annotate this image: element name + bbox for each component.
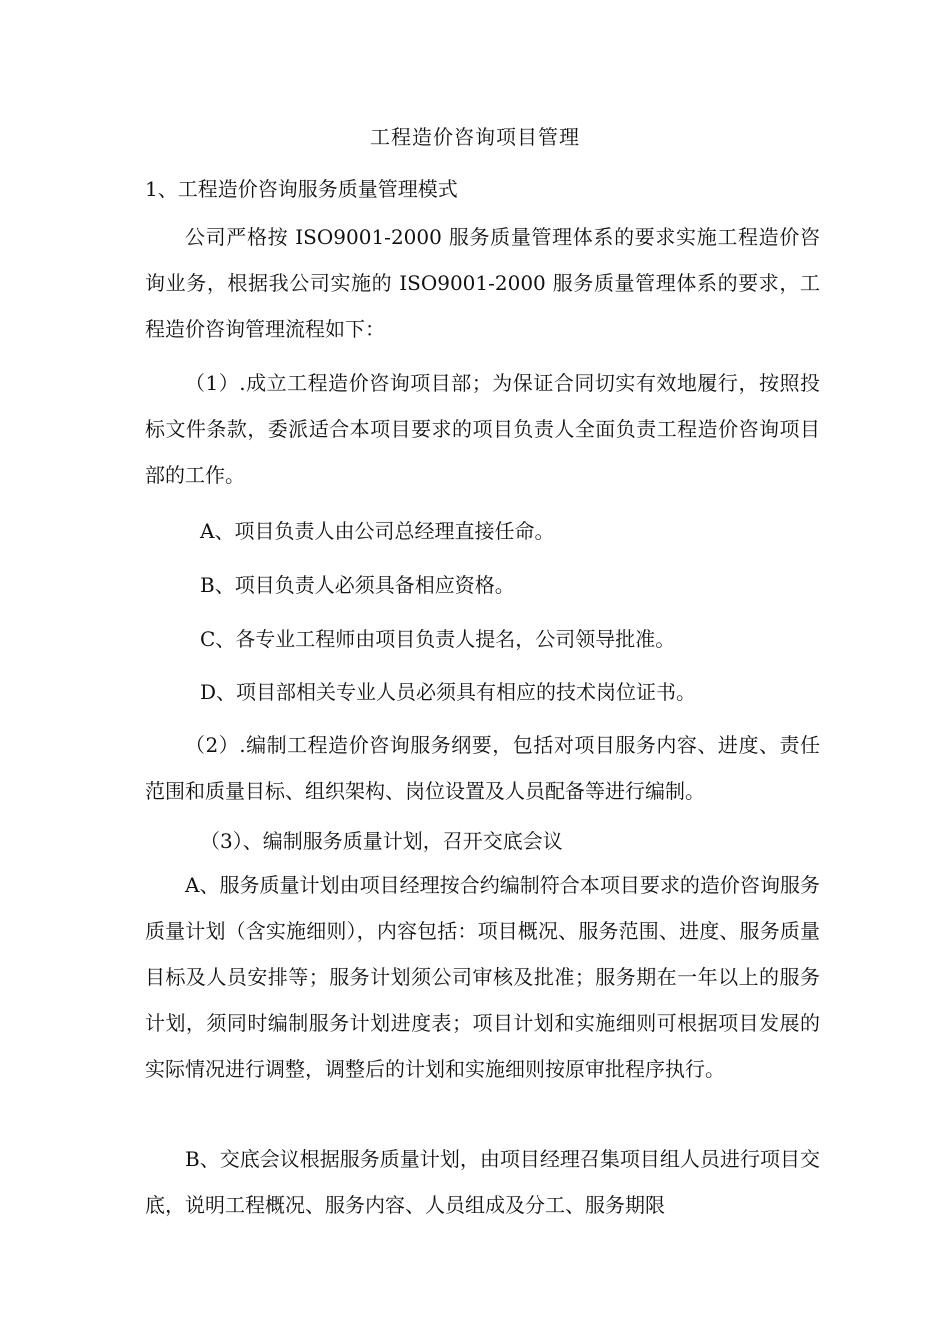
step-3-heading: （3）、编制服务质量计划，召开交底会议	[200, 829, 563, 853]
section-heading: 1、工程造价咨询服务质量管理模式	[145, 177, 458, 201]
step-1-item-c: C、各专业工程师由项目负责人提名，公司领导批准。	[200, 627, 676, 651]
step-1-item-d: D、项目部相关专业人员必须具有相应的技术岗位证书。	[200, 680, 697, 704]
document-title: 工程造价咨询项目管理	[370, 125, 580, 149]
step-1-item-b: B、项目负责人必须具备相应资格。	[200, 573, 515, 597]
step-2-paragraph: （2）.编制工程造价咨询服务纲要，包括对项目服务内容、进度、责任范围和质量目标、组织架构、岗位设置及人员配备等进行编制。	[145, 733, 820, 803]
intro-paragraph: 公司严格按 ISO9001-2000 服务质量管理体系的要求实施工程造价咨询业务，根据我公司实施的 ISO9001-2000 服务质量管理体系的要求，工程造价咨询管理流程如下：	[145, 225, 820, 341]
step-3-b-paragraph: B、交底会议根据服务质量计划，由项目经理召集项目组人员进行项目交底，说明工程概况、服务内容、人员组成及分工、服务期限	[145, 1147, 820, 1217]
step-3-a-paragraph: A、服务质量计划由项目经理按合约编制符合本项目要求的造价咨询服务质量计划（含实施细则），内容包括：项目概况、服务范围、进度、服务质量目标及人员安排等；服务计划须公司审核及批准；服务期在一年以上的服务计划，须同时编制服务计划进度表；项目计划和实施细则可根据项目发展的实际情况进行调整，调整后的计划和实施细则按原审批程序执行。	[145, 873, 820, 1081]
step-1-paragraph: （1）.成立工程造价咨询项目部；为保证合同切实有效地履行，按照投标文件条款，委派适合本项目要求的项目负责人全面负责工程造价咨询项目部的工作。	[145, 371, 820, 487]
step-1-item-a: A、项目负责人由公司总经理直接任命。	[200, 519, 555, 543]
